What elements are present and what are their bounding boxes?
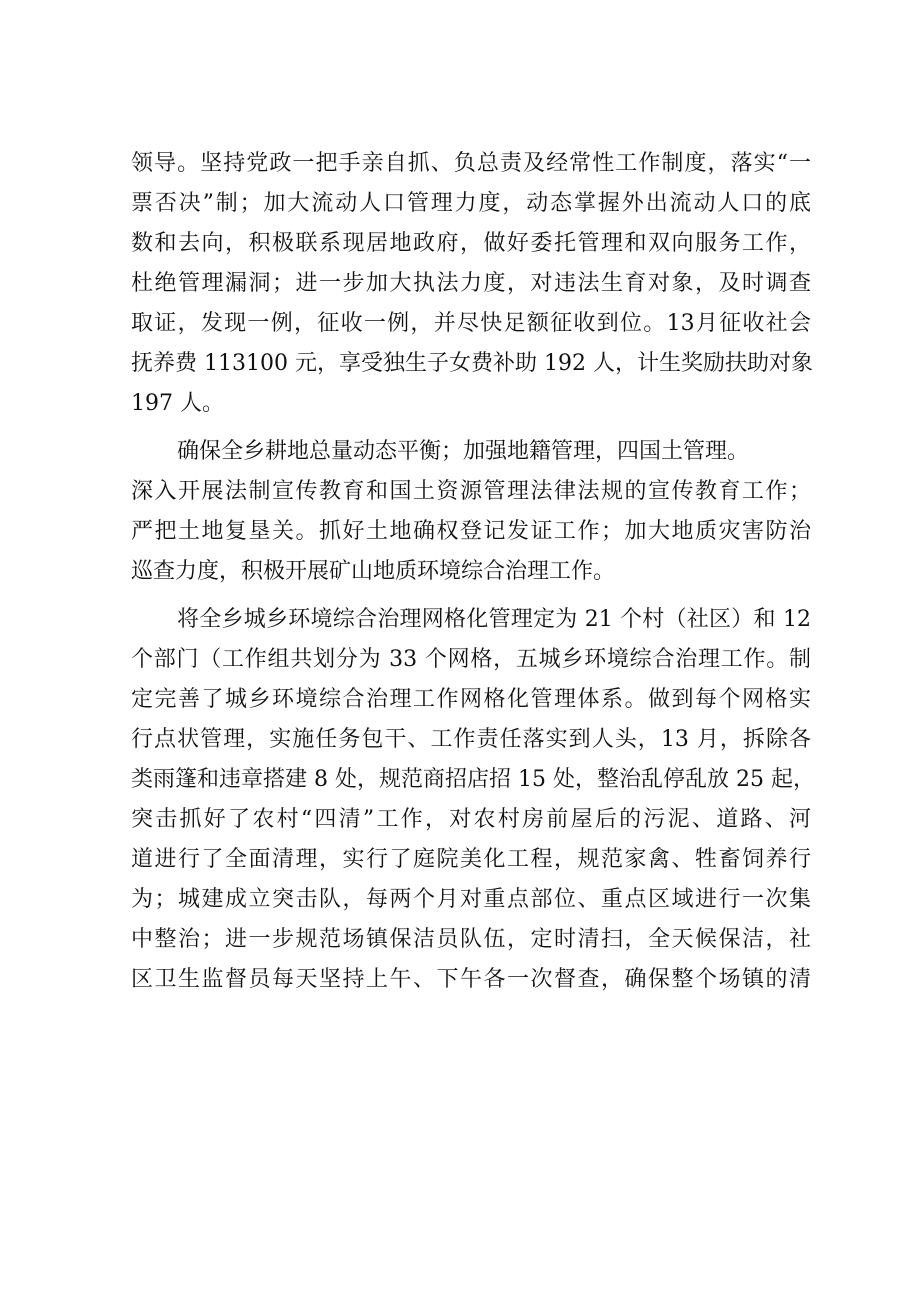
- text-line: 取证，发现一例，征收一例，并尽快足额征收到位。13月征收社会: [131, 311, 811, 336]
- text-line: 票否决”制；加大流动人口管理力度，动态掌握外出流动人口的底: [131, 191, 811, 216]
- document-body: [131, 144, 815, 1000]
- paragraph-environment-governance: [131, 600, 815, 1000]
- text-line: 区卫生监督员每天坚持上午、下午各一次督查，确保整个场镇的清: [131, 967, 811, 992]
- text-line: 确保全乡耕地总量动态平衡；加强地籍管理，四国土管理。: [177, 439, 750, 464]
- text-line: 巡查力度，积极开展矿山地质环境综合治理工作。: [131, 559, 616, 584]
- paragraph-family-planning: [131, 144, 811, 424]
- text-line: 将全乡城乡环境综合治理网格化管理定为 21 个村（社区）和 12: [177, 607, 811, 632]
- text-line: 197 人。: [131, 391, 224, 416]
- text-line: 类雨篷和违章搭建 8 处，规范商招店招 15 处，整治乱停乱放 25 起，: [131, 767, 815, 792]
- text-line: 道进行了全面清理，实行了庭院美化工程，规范家禽、牲畜饲养行: [131, 847, 811, 872]
- text-line: 突击抓好了农村“四清”工作，对农村房前屋后的污泥、道路、河: [131, 807, 811, 832]
- text-line: 定完善了城乡环境综合治理工作网格化管理体系。做到每个网格实: [131, 687, 811, 712]
- text-line: 为；城建成立突击队，每两个月对重点部位、重点区域进行一次集: [131, 887, 811, 912]
- text-line: 个部门（工作组共划分为 33 个网格，五城乡环境综合治理工作。制: [131, 647, 811, 672]
- text-line: 深入开展法制宣传教育和国土资源管理法律法规的宣传教育工作；: [131, 479, 811, 504]
- text-line: 领导。坚持党政一把手亲自抓、负总责及经常性工作制度，落实“一: [131, 151, 811, 176]
- text-line: 中整治；进一步规范场镇保洁员队伍，定时清扫，全天候保洁，社: [131, 927, 811, 952]
- text-line: 抚养费 113100 元，享受独生子女费补助 192 人，计生奖励扶助对象: [131, 351, 813, 376]
- paragraph-land-management: [131, 432, 811, 592]
- text-line: 杜绝管理漏洞；进一步加大执法力度，对违法生育对象，及时调查: [131, 271, 811, 296]
- text-line: 行点状管理，实施任务包干、工作责任落实到人头，13 月，拆除各: [131, 727, 811, 752]
- text-line: 严把土地复垦关。抓好土地确权登记发证工作；加大地质灾害防治: [131, 519, 811, 544]
- text-line: 数和去向，积极联系现居地政府，做好委托管理和双向服务工作，: [131, 231, 811, 256]
